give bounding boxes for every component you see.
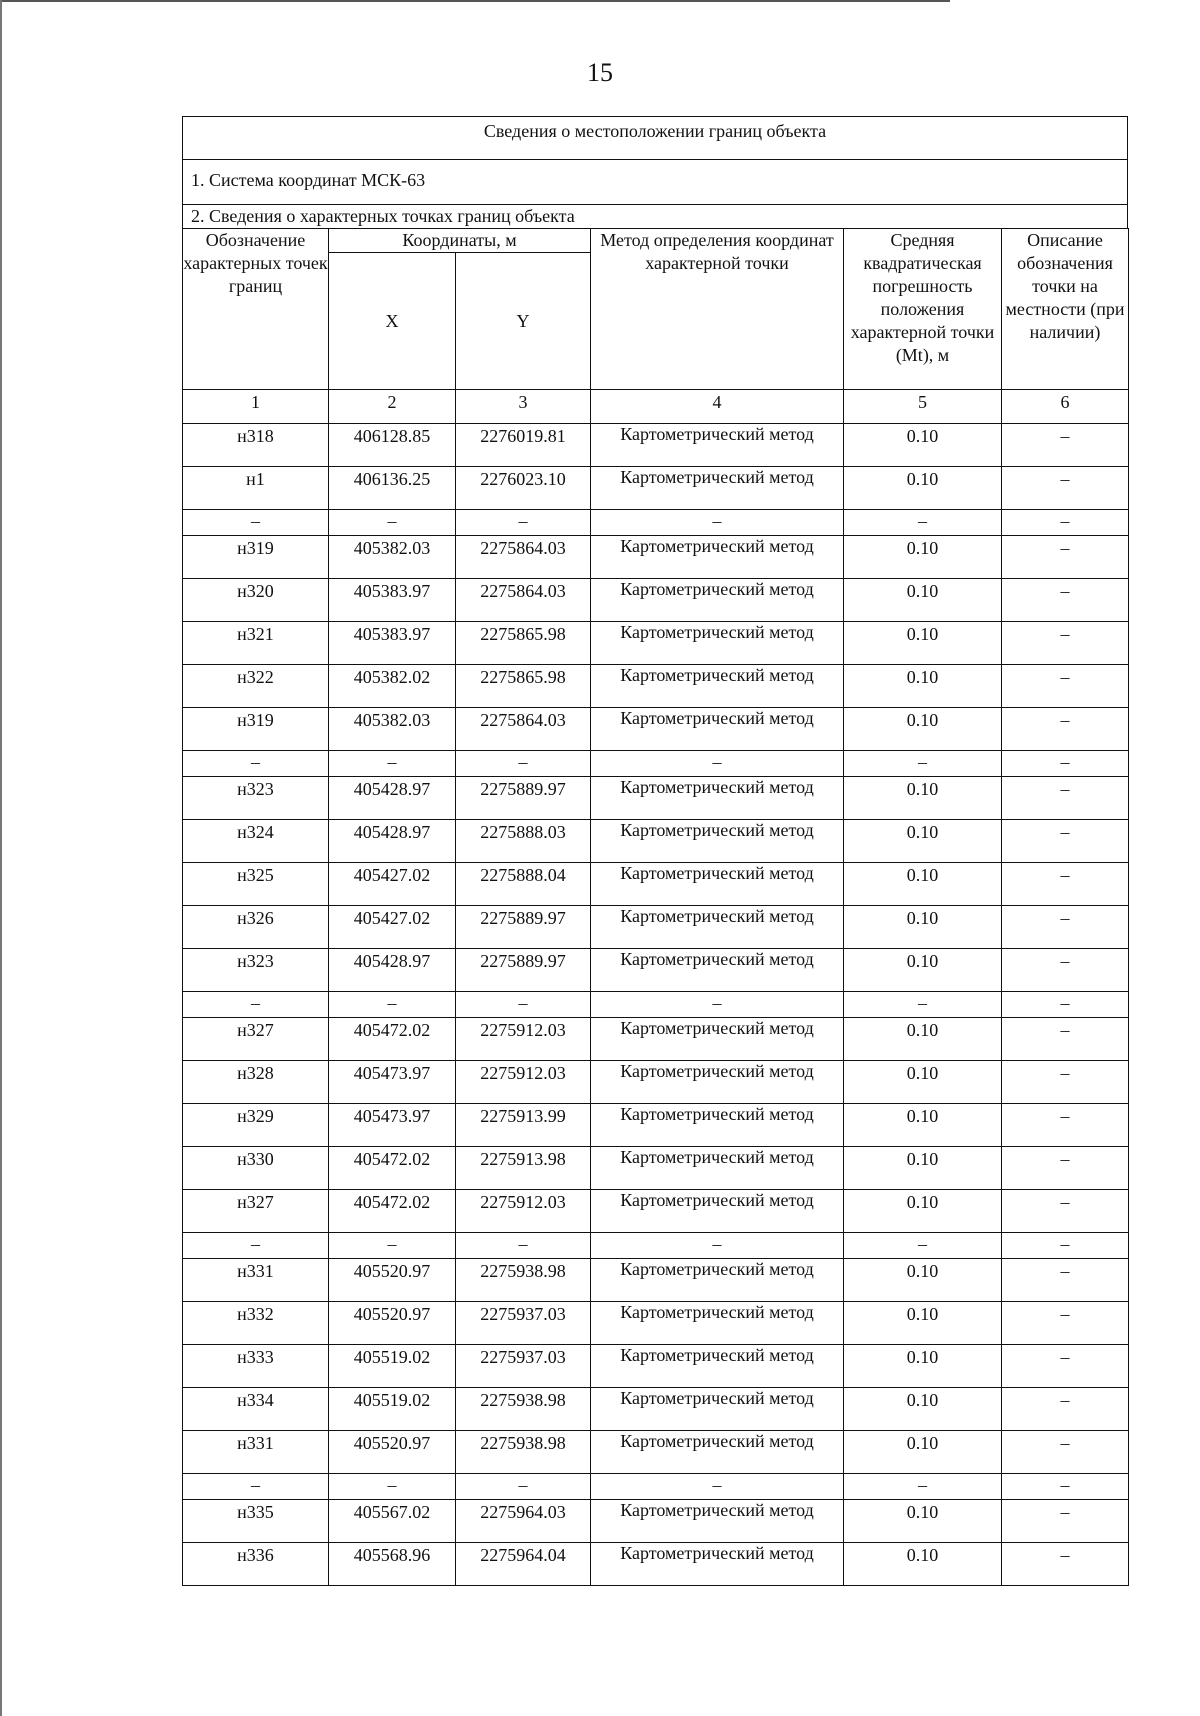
column-number: 5 [844, 390, 1002, 424]
cell-desc: – [1002, 1474, 1129, 1500]
table-row [183, 467, 1129, 510]
table-row [183, 1431, 1129, 1474]
coordinate-system: 1. Система координат МСК-63 [182, 159, 1128, 204]
cell-method: Картометрический метод [591, 1259, 844, 1302]
page-number: 15 [587, 58, 613, 87]
cell-x: 406128.85 [329, 424, 456, 467]
cell-y: 2276019.81 [456, 424, 591, 467]
cell-y: 2275864.03 [456, 708, 591, 751]
cell-error: 0.10 [844, 1500, 1002, 1543]
cell-desc: – [1002, 1431, 1129, 1474]
cell-method: Картометрический метод [591, 1018, 844, 1061]
cell-method: Картометрический метод [591, 777, 844, 820]
header-method: Метод определения координат характерной точки [591, 229, 844, 390]
cell-desc: – [1002, 1018, 1129, 1061]
table-row [183, 1259, 1129, 1302]
cell-desc: – [1002, 1302, 1129, 1345]
cell-point: н330 [183, 1147, 329, 1190]
cell-point: н335 [183, 1500, 329, 1543]
cell-point: н319 [183, 708, 329, 751]
cell-x: – [329, 1233, 456, 1259]
cell-point: н325 [183, 863, 329, 906]
column-number: 3 [456, 390, 591, 424]
cell-desc: – [1002, 1388, 1129, 1431]
cell-method: Картометрический метод [591, 536, 844, 579]
table-row [183, 1104, 1129, 1147]
table-row [183, 536, 1129, 579]
cell-method: Картометрический метод [591, 579, 844, 622]
cell-point: н334 [183, 1388, 329, 1431]
cell-y: 2275889.97 [456, 949, 591, 992]
cell-error: 0.10 [844, 820, 1002, 863]
cell-y: 2275888.03 [456, 820, 591, 863]
cell-error: 0.10 [844, 1388, 1002, 1431]
cell-error: 0.10 [844, 1431, 1002, 1474]
cell-x: 405519.02 [329, 1345, 456, 1388]
scan-left-edge [0, 0, 2, 1716]
cell-point: н336 [183, 1543, 329, 1586]
cell-desc: – [1002, 1061, 1129, 1104]
cell-point: н320 [183, 579, 329, 622]
cell-point: н324 [183, 820, 329, 863]
cell-error: 0.10 [844, 1147, 1002, 1190]
header-point: Обозначение характерных точек границ [183, 229, 329, 390]
cell-desc: – [1002, 665, 1129, 708]
cell-desc: – [1002, 1104, 1129, 1147]
cell-point: н331 [183, 1431, 329, 1474]
cell-method: Картометрический метод [591, 665, 844, 708]
cell-y: 2275938.98 [456, 1388, 591, 1431]
cell-x: 405427.02 [329, 863, 456, 906]
cell-desc: – [1002, 467, 1129, 510]
column-number: 6 [1002, 390, 1129, 424]
cell-x: 405427.02 [329, 906, 456, 949]
cell-error: – [844, 1474, 1002, 1500]
table-row [183, 1061, 1129, 1104]
cell-error: 0.10 [844, 665, 1002, 708]
cell-y: 2275937.03 [456, 1345, 591, 1388]
cell-x: – [329, 510, 456, 536]
cell-method: – [591, 992, 844, 1018]
header-description: Описание обозначения точки на местности (при наличии) [1002, 229, 1129, 390]
cell-y: 2275912.03 [456, 1018, 591, 1061]
cell-error: – [844, 510, 1002, 536]
separator-row [183, 992, 1129, 1018]
table-row [183, 1018, 1129, 1061]
cell-error: – [844, 1233, 1002, 1259]
cell-method: Картометрический метод [591, 1061, 844, 1104]
cell-y: 2275937.03 [456, 1302, 591, 1345]
cell-error: 0.10 [844, 1302, 1002, 1345]
cell-method: Картометрический метод [591, 1543, 844, 1586]
cell-point: н323 [183, 777, 329, 820]
cell-error: 0.10 [844, 467, 1002, 510]
cell-error: 0.10 [844, 906, 1002, 949]
cell-error: 0.10 [844, 863, 1002, 906]
table-row [183, 906, 1129, 949]
cell-desc: – [1002, 1233, 1129, 1259]
cell-method: – [591, 510, 844, 536]
cell-y: 2275964.04 [456, 1543, 591, 1586]
table-row [183, 622, 1129, 665]
cell-error: 0.10 [844, 1259, 1002, 1302]
cell-x: 405520.97 [329, 1431, 456, 1474]
cell-method: Картометрический метод [591, 1190, 844, 1233]
column-number: 4 [591, 390, 844, 424]
cell-method: Картометрический метод [591, 1345, 844, 1388]
cell-desc: – [1002, 536, 1129, 579]
cell-desc: – [1002, 510, 1129, 536]
cell-desc: – [1002, 1147, 1129, 1190]
table-row [183, 708, 1129, 751]
cell-x: 405428.97 [329, 777, 456, 820]
cell-y: 2275912.03 [456, 1061, 591, 1104]
cell-y: 2275865.98 [456, 622, 591, 665]
table-row [183, 1190, 1129, 1233]
cell-method: Картометрический метод [591, 622, 844, 665]
separator-row [183, 1474, 1129, 1500]
cell-method: Картометрический метод [591, 906, 844, 949]
table-row [183, 1302, 1129, 1345]
cell-point: н327 [183, 1190, 329, 1233]
column-number: 2 [329, 390, 456, 424]
cell-x: 405567.02 [329, 1500, 456, 1543]
cell-y: 2275913.98 [456, 1147, 591, 1190]
cell-desc: – [1002, 622, 1129, 665]
cell-y: 2275889.97 [456, 777, 591, 820]
separator-row [183, 1233, 1129, 1259]
table-row [183, 424, 1129, 467]
cell-x: 405382.03 [329, 536, 456, 579]
cell-desc: – [1002, 949, 1129, 992]
column-numbers-row [183, 390, 1129, 424]
cell-point: н331 [183, 1259, 329, 1302]
cell-point: – [183, 510, 329, 536]
cell-desc: – [1002, 1543, 1129, 1586]
cell-x: 405520.97 [329, 1302, 456, 1345]
cell-method: Картометрический метод [591, 1147, 844, 1190]
cell-x: 405568.96 [329, 1543, 456, 1586]
cell-error: 0.10 [844, 424, 1002, 467]
cell-desc: – [1002, 1259, 1129, 1302]
points-section-title: 2. Сведения о характерных точках границ объекта [182, 204, 1128, 228]
cell-y: 2275938.98 [456, 1259, 591, 1302]
cell-x: 405519.02 [329, 1388, 456, 1431]
table-row [183, 863, 1129, 906]
cell-y: 2275864.03 [456, 536, 591, 579]
cell-method: – [591, 1474, 844, 1500]
header-y: Y [456, 253, 591, 390]
cell-y: – [456, 1233, 591, 1259]
table-row [183, 1500, 1129, 1543]
cell-desc: – [1002, 751, 1129, 777]
cell-y: 2275864.03 [456, 579, 591, 622]
cell-point: н319 [183, 536, 329, 579]
separator-row [183, 751, 1129, 777]
cell-x: 405473.97 [329, 1104, 456, 1147]
cell-method: Картометрический метод [591, 708, 844, 751]
cell-desc: – [1002, 1500, 1129, 1543]
cell-y: – [456, 510, 591, 536]
cell-x: – [329, 751, 456, 777]
cell-x: 405382.02 [329, 665, 456, 708]
cell-x: 405428.97 [329, 820, 456, 863]
cell-error: 0.10 [844, 622, 1002, 665]
cell-error: 0.10 [844, 777, 1002, 820]
cell-point: – [183, 1474, 329, 1500]
cell-desc: – [1002, 579, 1129, 622]
cell-method: Картометрический метод [591, 1302, 844, 1345]
coordinates-table [182, 228, 1129, 1586]
cell-point: – [183, 1233, 329, 1259]
cell-y: 2275889.97 [456, 906, 591, 949]
cell-error: – [844, 992, 1002, 1018]
cell-error: 0.10 [844, 949, 1002, 992]
cell-method: Картометрический метод [591, 1500, 844, 1543]
cell-desc: – [1002, 906, 1129, 949]
cell-desc: – [1002, 863, 1129, 906]
cell-error: – [844, 751, 1002, 777]
cell-x: 405472.02 [329, 1018, 456, 1061]
cell-x: 405382.03 [329, 708, 456, 751]
header-error: Средняя квадратическая погрешность положения характерной точки (Mt), м [844, 229, 1002, 390]
cell-method: Картометрический метод [591, 820, 844, 863]
section-title: Сведения о местоположении границ объекта [182, 116, 1128, 159]
cell-point: – [183, 992, 329, 1018]
cell-point: н329 [183, 1104, 329, 1147]
cell-error: 0.10 [844, 1543, 1002, 1586]
table-row [183, 1543, 1129, 1586]
column-number: 1 [183, 390, 329, 424]
cell-method: Картометрический метод [591, 949, 844, 992]
header-coords: Координаты, м [329, 229, 591, 253]
boundary-info-block [182, 116, 1128, 1586]
cell-error: 0.10 [844, 1018, 1002, 1061]
cell-method: Картометрический метод [591, 1104, 844, 1147]
cell-desc: – [1002, 992, 1129, 1018]
cell-y: – [456, 1474, 591, 1500]
cell-x: 405383.97 [329, 622, 456, 665]
cell-point: н332 [183, 1302, 329, 1345]
cell-y: 2275865.98 [456, 665, 591, 708]
cell-point: – [183, 751, 329, 777]
cell-x: 405472.02 [329, 1190, 456, 1233]
cell-x: 405473.97 [329, 1061, 456, 1104]
scan-top-edge [0, 0, 950, 2]
table-row [183, 949, 1129, 992]
cell-x: – [329, 992, 456, 1018]
table-row [183, 1388, 1129, 1431]
cell-point: н328 [183, 1061, 329, 1104]
cell-point: н318 [183, 424, 329, 467]
cell-error: 0.10 [844, 1190, 1002, 1233]
cell-desc: – [1002, 1345, 1129, 1388]
table-row [183, 820, 1129, 863]
cell-y: – [456, 992, 591, 1018]
cell-point: н1 [183, 467, 329, 510]
cell-method: Картометрический метод [591, 424, 844, 467]
cell-x: 405428.97 [329, 949, 456, 992]
cell-error: 0.10 [844, 708, 1002, 751]
header-x: X [329, 253, 456, 390]
cell-error: 0.10 [844, 579, 1002, 622]
cell-x: 405472.02 [329, 1147, 456, 1190]
cell-point: н321 [183, 622, 329, 665]
cell-point: н333 [183, 1345, 329, 1388]
cell-method: Картометрический метод [591, 863, 844, 906]
coordinates-table-body [183, 424, 1129, 1586]
cell-point: н326 [183, 906, 329, 949]
cell-point: н327 [183, 1018, 329, 1061]
cell-desc: – [1002, 708, 1129, 751]
cell-y: 2275964.03 [456, 1500, 591, 1543]
cell-method: Картометрический метод [591, 1388, 844, 1431]
cell-desc: – [1002, 820, 1129, 863]
cell-desc: – [1002, 1190, 1129, 1233]
cell-y: 2276023.10 [456, 467, 591, 510]
cell-method: – [591, 751, 844, 777]
cell-method: Картометрический метод [591, 1431, 844, 1474]
table-row [183, 1147, 1129, 1190]
cell-error: 0.10 [844, 1345, 1002, 1388]
cell-x: 405383.97 [329, 579, 456, 622]
cell-point: н323 [183, 949, 329, 992]
cell-error: 0.10 [844, 1061, 1002, 1104]
table-row [183, 777, 1129, 820]
cell-method: Картометрический метод [591, 467, 844, 510]
separator-row [183, 510, 1129, 536]
table-row [183, 1345, 1129, 1388]
cell-x: 405520.97 [329, 1259, 456, 1302]
cell-method: – [591, 1233, 844, 1259]
table-row [183, 579, 1129, 622]
cell-y: 2275913.99 [456, 1104, 591, 1147]
cell-point: н322 [183, 665, 329, 708]
cell-error: 0.10 [844, 1104, 1002, 1147]
cell-x: – [329, 1474, 456, 1500]
cell-y: 2275912.03 [456, 1190, 591, 1233]
cell-error: 0.10 [844, 536, 1002, 579]
cell-desc: – [1002, 424, 1129, 467]
cell-y: 2275888.04 [456, 863, 591, 906]
cell-x: 406136.25 [329, 467, 456, 510]
table-row [183, 665, 1129, 708]
cell-desc: – [1002, 777, 1129, 820]
cell-y: – [456, 751, 591, 777]
cell-y: 2275938.98 [456, 1431, 591, 1474]
